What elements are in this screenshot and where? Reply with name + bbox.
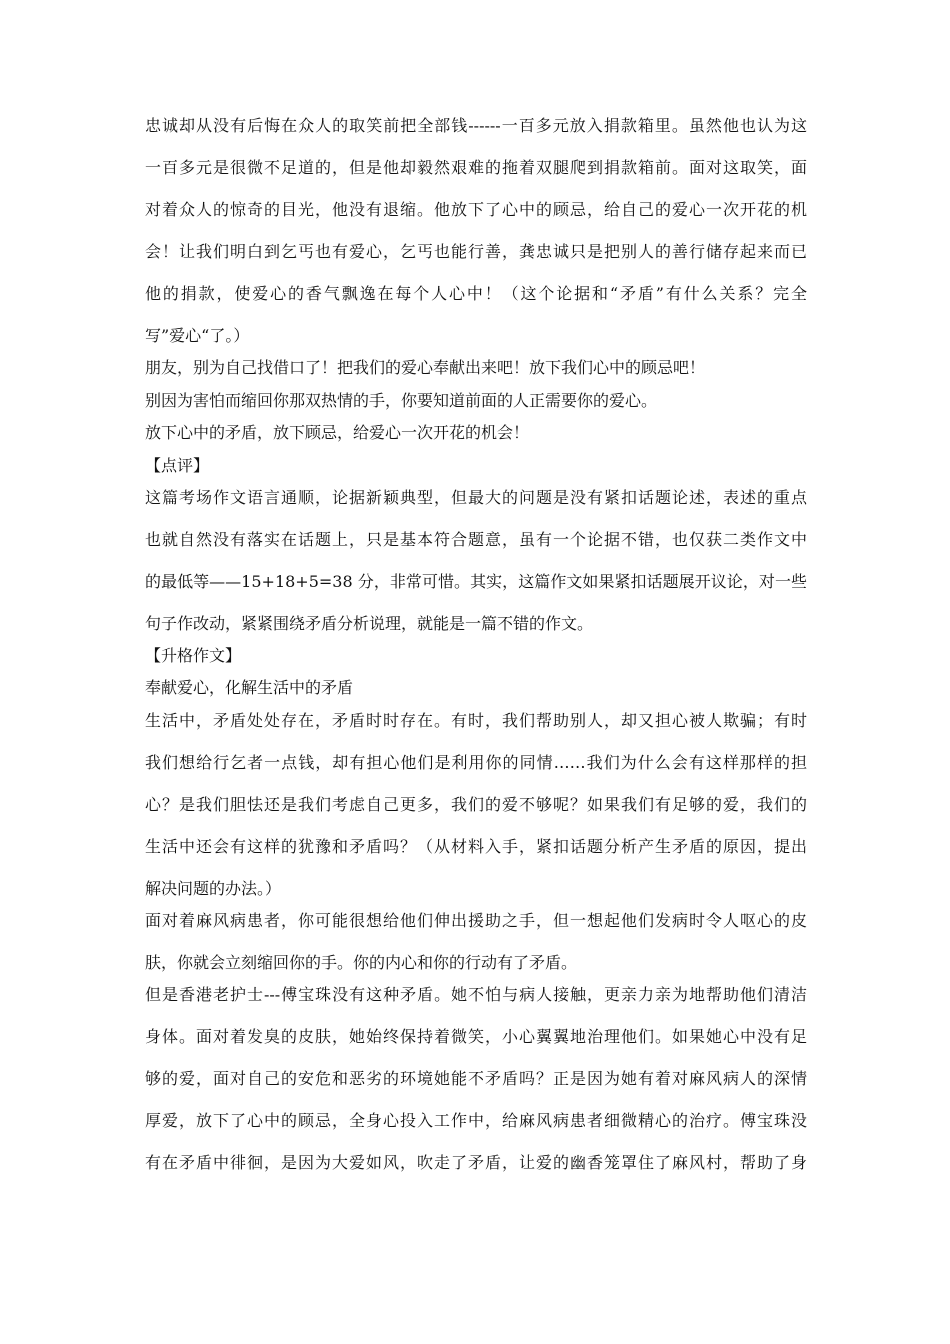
essay-title: 奉献爱心，化解生活中的矛盾 bbox=[145, 678, 354, 697]
text-line-21: 解决问题的办法。） bbox=[145, 879, 282, 898]
section-heading-review: 【点评】 bbox=[145, 456, 210, 475]
text-line-23: 肤，你就会立刻缩回你的手。你的内心和你的行动有了矛盾。 bbox=[145, 953, 578, 972]
text-line-1: 忠诚却从没有后悔在众人的取笑前把全部钱------一百多元放入捐款箱里。虽然他也认为这 bbox=[145, 116, 807, 135]
text-line-20: 生活中还会有这样的犹豫和矛盾吗？（从材料入手，紧扣话题分析产生矛盾的原因，提出 bbox=[145, 837, 807, 856]
text-line-11: 这篇考场作文语言通顺，论据新颖典型，但最大的问题是没有紧扣话题论述，表述的重点 bbox=[145, 488, 807, 507]
text-line-25: 身体。面对着发臭的皮肤，她始终保持着微笑，小心翼翼地治理他们。如果她心中没有足 bbox=[145, 1027, 807, 1046]
text-line-14: 句子作改动，紧紧围绕矛盾分析说理，就能是一篇不错的作文。 bbox=[145, 614, 594, 633]
text-line-17: 生活中，矛盾处处存在，矛盾时时存在。有时，我们帮助别人，却又担心被人欺骗；有时 bbox=[145, 711, 807, 730]
text-line-3: 对着众人的惊奇的目光，他没有退缩。他放下了心中的顾忌，给自己的爱心一次开花的机 bbox=[145, 200, 807, 219]
text-line-27: 厚爱，放下了心中的顾忌，全身心投入工作中，给麻风病患者细微精心的治疗。傅宝珠没 bbox=[145, 1111, 807, 1130]
text-line-13: 的最低等——15+18+5=38 分，非常可惜。其实，这篇作文如果紧扣话题展开议论，对一些 bbox=[145, 572, 807, 591]
text-line-28: 有在矛盾中徘徊，是因为大爱如风，吹走了矛盾，让爱的幽香笼罩住了麻风村，帮助了身 bbox=[145, 1153, 807, 1172]
text-line-2: 一百多元是很微不足道的，但是他却毅然艰难的拖着双腿爬到捐款箱前。面对这取笑，面 bbox=[145, 158, 807, 177]
text-line-24: 但是香港老护士---傅宝珠没有这种矛盾。她不怕与病人接触，更亲力亲为地帮助他们清洁 bbox=[145, 985, 807, 1004]
document-body bbox=[145, 116, 807, 1173]
text-line-6: 写”爱心“了。） bbox=[145, 326, 250, 345]
text-line-9: 放下心中的矛盾，放下顾忌，给爱心一次开花的机会！ bbox=[145, 423, 530, 442]
section-heading-upgraded-essay: 【升格作文】 bbox=[145, 646, 242, 665]
text-line-8: 别因为害怕而缩回你那双热情的手，你要知道前面的人正需要你的爱心。 bbox=[145, 391, 658, 410]
text-line-7: 朋友，别为自己找借口了！把我们的爱心奉献出来吧！放下我们心中的顾忌吧！ bbox=[145, 358, 706, 377]
text-line-12: 也就自然没有落实在话题上，只是基本符合题意，虽有一个论据不错，也仅获二类作文中 bbox=[145, 530, 807, 549]
text-line-19: 心？是我们胆怯还是我们考虑自己更多，我们的爱不够呢？如果我们有足够的爱，我们的 bbox=[145, 795, 807, 814]
text-line-26: 够的爱，面对自己的安危和恶劣的环境她能不矛盾吗？正是因为她有着对麻风病人的深情 bbox=[145, 1069, 807, 1088]
text-line-5: 他的捐款，使爱心的香气飘逸在每个人心中！（这个论据和“矛盾”有什么关系？完全 bbox=[145, 284, 807, 303]
text-line-18: 我们想给行乞者一点钱，却有担心他们是利用你的同情……我们为什么会有这样那样的担 bbox=[145, 753, 807, 772]
text-line-22: 面对着麻风病患者，你可能很想给他们伸出援助之手，但一想起他们发病时令人呕心的皮 bbox=[145, 911, 807, 930]
text-line-4: 会！让我们明白到乞丐也有爱心，乞丐也能行善，龚忠诚只是把别人的善行储存起来而已 bbox=[145, 242, 807, 261]
